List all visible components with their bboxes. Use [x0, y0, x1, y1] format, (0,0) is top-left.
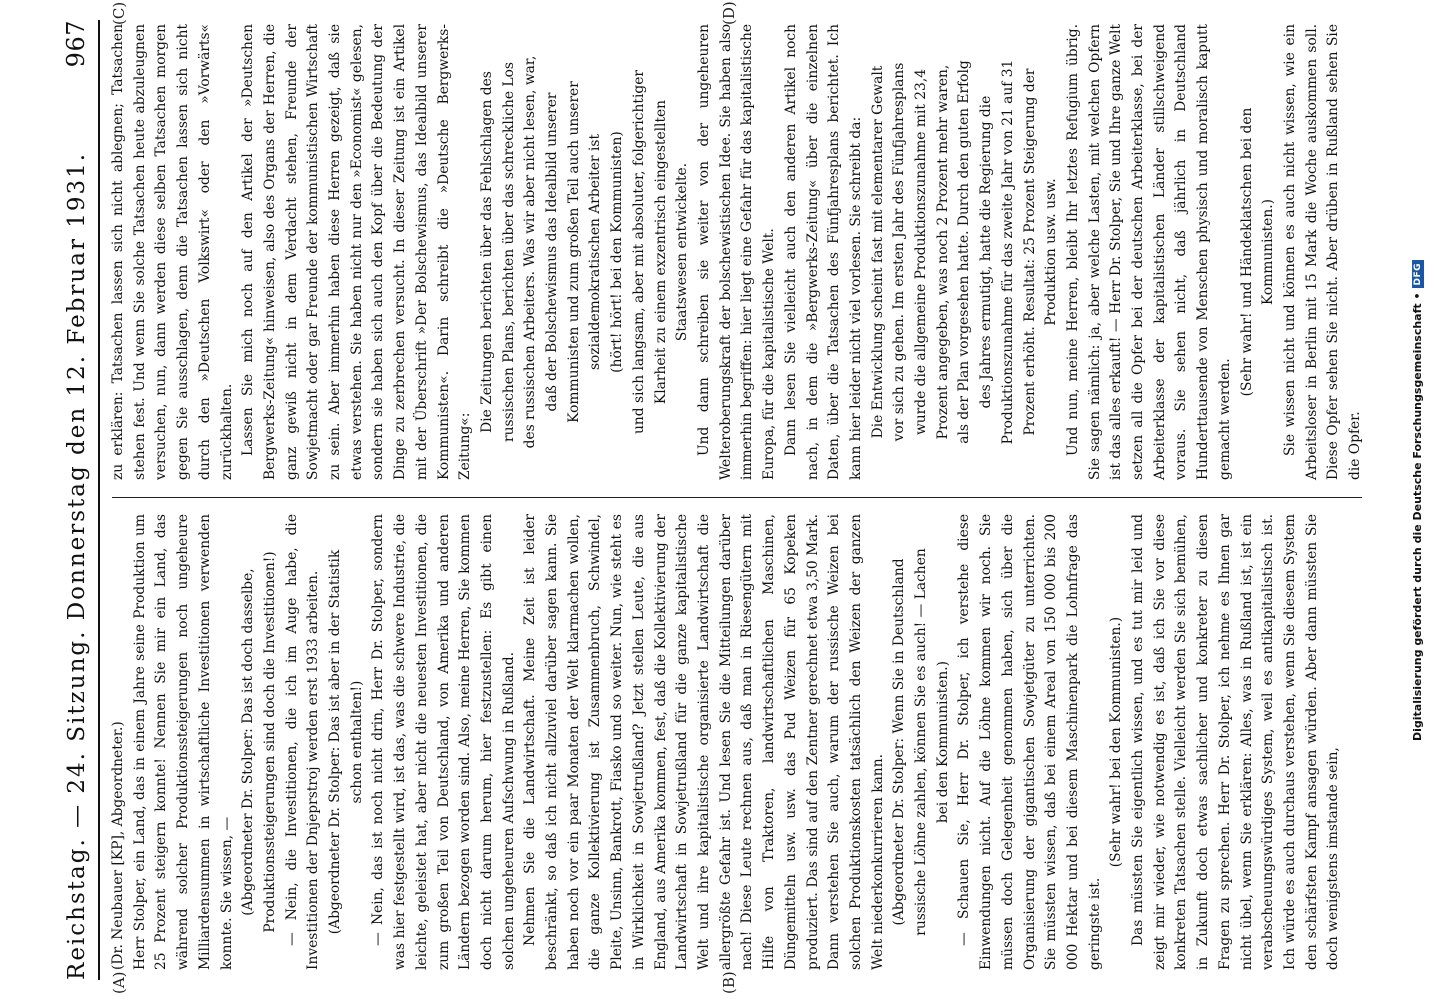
paragraph: — Nein, das ist noch nicht drin, Herr Dr. Stolper, sondern was hier festgestellt wird, ist das, was die schwere Industrie, die leichte, geleistet hat, aber nicht die neuesten Investitionen, die zum großen Teil von Deutschland, von Amerika und anderen Ländern bezogen worden sind. Also, meine Herren, Sie kommen doch nicht darum herum, hier festzustellen: Es gibt einen solchen ungeheuren Aufschwung in Rußland.: [370, 514, 517, 970]
interjection: (Sehr wahr! und Händeklatschen bei den Kommunisten.): [1238, 107, 1277, 397]
margin-marker-a: (A): [110, 971, 128, 994]
margin-marker-b: (B): [720, 971, 738, 994]
funding-note-text: Digitalisierung gefördert durch die Deutsche Forschungsgemeinschaft •: [1411, 291, 1425, 741]
paragraph: Nehmen Sie die Landwirtschaft. Meine Zeit ist leider beschränkt, so daß ich nicht allzuviel darüber sagen kann. Sie haben noch vor ein paar Monaten der Welt klarmachen wollen, die ganze Kollektivierung ist Zusammenbruch, Schwindel, Pleite, Unsinn, Bankrott, Fiasko und so weiter. Nun, wie steht es in Wirklichkeit in Sowjetrußland? Jetzt stellen Leute, die aus England, aus Amerika kommen, fest, daß die Kollektivierung der Landwirtschaft in Sowjetrußland für die ganze kapitalistische Welt und ihre kapitalistische organisierte Landwirtschaft die allergrößte Gefahr ist. Und lesen Sie die Mitteilungen darüber nach! Diese Leute rechnen aus, daß man in Riesengütern mit Hilfe von Traktoren, landwirtschaftlichen Maschinen, Düngemitteln usw. usw. das Pud Weizen für 65 Kopeken produziert. Das sind auf den Zentner gerechnet etwa 3,50 Mark. Dann verstehen Sie auch, warum der russische Weizen bei solchen Produktionskosten tatsächlich den Weizen der ganzen Welt niederkonkurrieren kann.: [522, 514, 886, 970]
interjection: Die Zeitungen berichten über das Fehlschlagen des russischen Plans, berichten über das schreckliche Los des russischen Arbeiters. Was wir aber nicht lesen, war, daß der Bolschewismus das Idealbild unserer Kommunisten und zum großen Teil auch unserer sozialdemokratischen Arbeiter ist: [478, 55, 604, 449]
column-divider: [112, 497, 1362, 498]
paragraph: — Schauen Sie, Herr Dr. Stolper, ich verstehe diese Einwendungen nicht. Auf die Löhne kommen wir noch. Sie müssen doch Gelegenheit genommen haben, sich über die Organisierung der gigantischen Sowjetgüter zu unterrichten. Sie müssten wissen, daß bei einem Areal von 150 000 bis 200 000 Hektar und bei diesem Maschinenpark die Lohnfrage das geringste ist.: [956, 514, 1103, 970]
interjection: (hört! hört! bei den Kommunisten): [609, 131, 626, 373]
margin-marker-c: (C): [110, 1, 128, 25]
paragraph: (Dr. Neubauer [KP], Abgeordneter.): [110, 721, 126, 970]
paragraph: Herr Stolper, ein Land, das in einem Jahre seine Produktion um 25 Prozent steigern konnte! Nennen Sie mir ein Land, das während solcher Produktionssteigerungen noch ungeheure Milliardensummen in wirtschaftliche Investitionen verwenden konnte. Sie wissen, —: [131, 514, 235, 970]
page-number: 967: [62, 20, 90, 68]
paragraph: Lassen Sie mich noch auf den Artikel der »Deutschen Bergwerks-Zeitung« hinweisen, also des Organs der Herren, die ganz gewiß nicht in dem Verdacht stehen, Freunde der Sowjetmacht oder gar Freunde der kommunistischen Wirtschaft zu sein. Aber immerhin haben diese Herren gezeigt, daß sie etwas verstehen. Sie haben nicht nur den »Economist« gelesen, sondern sie haben sich auch den Kopf über die Bedeutung der Dinge zu zerbrechen versucht. In dieser Zeitung ist ein Artikel mit der Überschrift »Der Bolschewismus, das Idealbild unserer Kommunisten«. Darin schreibt die »Deutsche Bergwerks-Zeitung«:: [240, 24, 474, 480]
page-header: [52, 20, 100, 980]
interjection: (Sehr wahr! bei den Kommunisten.): [1108, 616, 1125, 868]
document-page: [50, 0, 1380, 1000]
right-column: [108, 24, 1367, 480]
paragraph: — Nein, die Investitionen, die ich im Auge habe, die Investitionen der Dnjeprstroj werden erst 1933 arbeiten.: [283, 514, 322, 970]
dfg-logo: DFG: [1412, 259, 1424, 288]
paragraph: Und dann schreiben sie weiter von der ungeheuren Welteroberungskraft der bolschewistischen Idee. Sie haben also immerhin begriffen: hier liegt eine Gefahr für das kapitalistische Europa, für die kapitalistische Welt.: [695, 24, 778, 480]
paragraph: Sie wissen nicht und können es auch nicht wissen, wie ein Arbeitsloser in Berlin mit 15 Mark die Woche auskommen soll. Diese Opfer sehen Sie nicht. Aber drüben in Rußland sehen Sie die Opfer.: [1281, 24, 1364, 480]
interjection: und sich langsam, aber mit absoluter, folgerichtiger Klarheit zu einem exzentrisch eingestellten Staatswesen entwickelte.: [630, 70, 691, 434]
paragraph: zu erklären: Tatsachen lassen sich nicht ablegnen; Tatsachen stehen fest. Und wenn Sie solche Tatsachen heute abzuleugnen versuchen, nun, dann werden diese selben Tatsachen morgen gegen Sie ausschlagen, denn die Tatsachen lassen sich nicht durch den »Deutschen Volkswirt« oder den »Vorwärts« zurückhalten.: [110, 24, 235, 480]
paragraph: Dann lesen Sie vielleicht auch den anderen Artikel noch nach, in dem die »Bergwerks-Zeitung« über die einzelnen Daten, über die Tatsachen des Fünfjahresplans berichtet. Ich kann hier leider nicht viel vorlesen. Sie schreibt da:: [782, 24, 864, 480]
left-column: [108, 514, 1345, 970]
paragraph: Das müssten Sie eigentlich wissen, und es tut mir leid und zeigt mir wieder, wie notwendig es ist, daß ich Sie vor diese konkreten Tatsachen stelle. Vielleicht werden Sie sich bemühen, in Zukunft doch etwas sachlicher und konkreter zu diesen Fragen zu sprechen. Herr Dr. Stolper, ich nehme es Ihnen gar nicht übel, wenn Sie erklären: Alles, was in Rußland ist, ist ein verabscheuungswürdiges System, weil es antikapitalistisch ist. Ich würde es auch durchaus verstehen, wenn Sie diesem System den schärfsten Kampf ansagen würden. Aber dann müssten Sie doch wenigstens imstande sein,: [1130, 514, 1342, 970]
interjection: (Abgeordneter Dr. Stolper: Das ist doch dasselbe, Produktionssteigerungen sind doch die Investitionen!): [240, 551, 278, 933]
funding-note: [1406, 0, 1430, 1000]
interjection: (Abgeordneter Dr. Stolper: Wenn Sie in Deutschland russische Löhne zahlen, können Sie es auch! — Lachen bei den Kommunisten.): [891, 548, 951, 936]
header-title: Reichstag. — 24. Sitzung. Donnerstag den 12. Februar 1931.: [64, 151, 90, 980]
interjection: Die Entwicklung scheint fast mit elementarer Gewalt vor sich zu gehen. Im ersten Jahr des Fünfjahresplans wurde die allgemeine Produktionszunahme mit 23,4 Prozent angegeben, was noch 2 Prozent mehr waren, als der Plan vorgesehen hatte. Durch den guten Erfolg des Jahres ermutigt, hatte die Regierung die Produktionszunahme für das zweite Jahr von 21 auf 31 Prozent erhöht. Resultat: 25 Prozent Steigerung der Produktion usw. usw.: [869, 59, 1060, 445]
interjection: (Abgeordneter Dr. Stolper: Das ist aber in der Statistik schon enthalten!): [327, 549, 365, 935]
paragraph: Und nun, meine Herren, bleibt Ihr letztes Refugium übrig. Sie sagen nämlich: ja, aber welche Lasten, mit welchen Opfern ist das alles erkauft! — Herr Dr. Stolper, Sie und Ihre ganze Welt setzen all die Opfer bei der deutschen Arbeiterklasse, bei der Arbeiterklasse der kapitalistischen Länder stillschweigend voraus. Sie sehen nicht, daß jährlich in Deutschland Hunderttausende von Menschen physisch und moralisch kaputt gemacht werden.: [1064, 24, 1233, 480]
margin-marker-d: (D): [720, 1, 738, 25]
